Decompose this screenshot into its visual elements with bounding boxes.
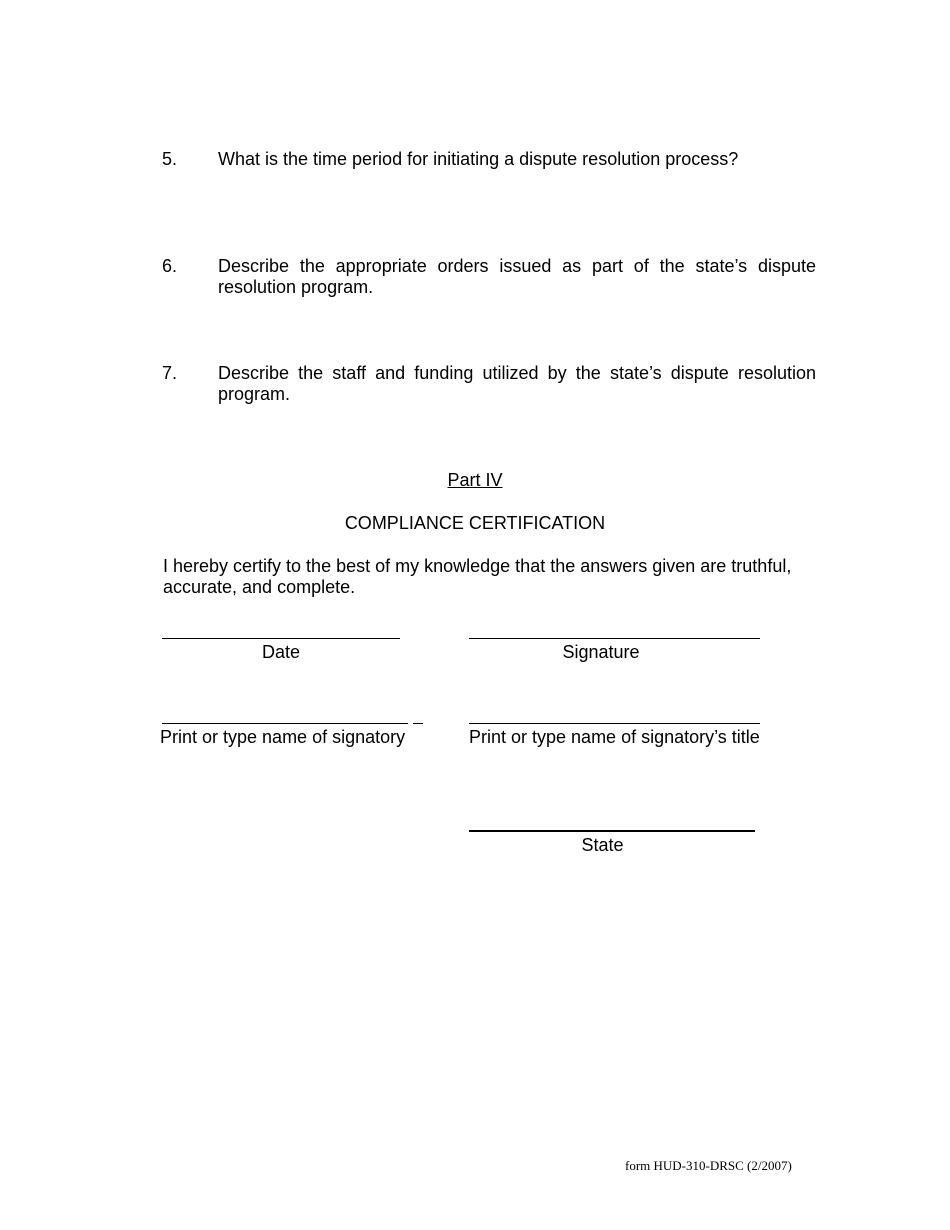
question-number: 7. [162, 363, 178, 383]
certification-statement: I hereby certify to the best of my knowledge that the answers given are truthful, accurate, and complete. [163, 556, 792, 597]
question-text: Describe the staff and funding utilized by the state’s dispute resolution program. [218, 363, 816, 404]
date-line[interactable] [162, 638, 400, 639]
question-7 [162, 363, 816, 405]
state-label: State [581, 835, 624, 855]
question-number: 5. [162, 149, 178, 169]
part-heading-text: Part IV [447, 470, 503, 490]
form-identifier: form HUD-310-DRSC (2/2007) [625, 1158, 792, 1173]
signature-line[interactable] [469, 638, 760, 639]
signatory-name-label: Print or type name of signatory [160, 727, 406, 747]
state-line[interactable] [469, 830, 755, 832]
signatory-title-label: Print or type name of signatory’s title [469, 727, 760, 747]
date-label: Date [261, 642, 301, 662]
signatory-name-line[interactable] [162, 723, 408, 724]
question-text: Describe the appropriate orders issued as part of the state’s dispute resolution program. [218, 256, 816, 297]
certification-title: COMPLIANCE CERTIFICATION [344, 513, 606, 533]
question-text: What is the time period for initiating a dispute resolution process? [218, 149, 739, 169]
question-5 [162, 149, 816, 170]
signatory-title-line[interactable] [469, 723, 760, 724]
question-number: 6. [162, 256, 178, 276]
part-heading [0, 470, 950, 491]
signatory-name-line-end [413, 723, 423, 724]
question-6 [162, 256, 816, 298]
signature-label: Signature [562, 642, 640, 662]
